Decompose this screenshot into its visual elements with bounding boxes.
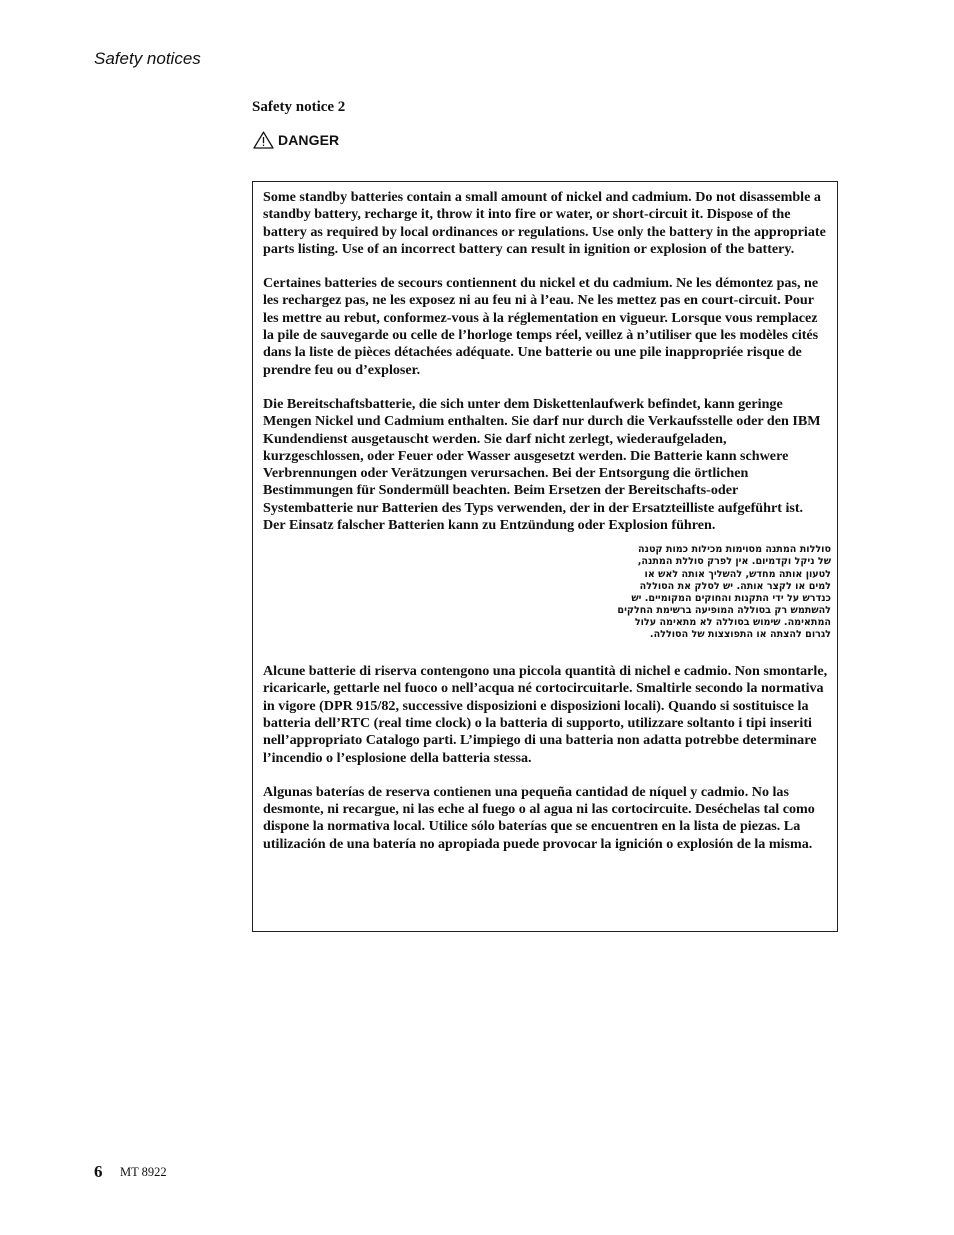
notice-text-german: Die Bereitschaftsbatterie, die sich unter dem Diskettenlaufwerk befindet, kann geringe Mengen Nickel und Cadmium enthalten. Sie darf nur durch die Verkaufsstelle oder den IBM Kundendienst ausgetauscht werden. Sie darf nicht zerlegt, wiederaufgeladen, kurzgeschlossen, oder Feuer oder Wasser ausgesetzt werden. Die Batterie kann schwere Verbrennungen oder Verätzungen verursachen. Bei der Entsorgung die örtlichen Bestimmungen für Sondermüll beachten. Beim Ersetzen der Bereitschafts-oder Systembatterie nur Batterien des Typs verwenden, der in der Ersatzteilliste aufgeführt ist. Der Einsatz falscher Batterien kann zu Entzündung oder Explosion führen. — [263, 395, 821, 534]
danger-heading — [253, 131, 339, 149]
notice-text-italian: Alcune batterie di riserva contengono una piccola quantità di nichel e cadmio. Non smontarle, ricaricarle, gettarle nel fuoco o nell’acqua né cortocircuitarle. Smaltirle secondo la normativa in vigore (DPR 915/82, successive disposizioni e disposizioni locali). Quando si sostituisce la batteria dell’RTC (real time clock) o la batteria di supporto, utilizzare soltanto i tipi inseriti nell’appropriato Catalogo parti. L’impiego di una batteria non adatta potrebbe determinare l’incendio o l’esplosione della batteria stessa. — [263, 663, 828, 766]
notice-text-french: Certaines batteries de secours contiennent du nickel et du cadmium. Ne les démontez pas, ne les rechargez pas, ne les exposez ni au feu ni à l’eau. Ne les mettez pas en court-circuit. Pour les mettre au rebut, conformez-vous à la réglementation en vigueur. Lorsque vous remplacez la pile de sauvegarde ou celle de l’horloge temps réel, veillez à n’utiliser que les modèles cités dans la liste de pièces détachées adéquate. Une batterie ou une pile inappropriée risque de prendre feu ou d’exploser. — [263, 275, 819, 378]
machine-type: MT 8922 — [120, 1165, 167, 1179]
warning-triangle-icon — [253, 131, 274, 149]
hebrew-line: המתאימה. שימוש בסוללה לא מתאימה עלול — [634, 616, 831, 628]
hebrew-line: סוללות המתנה מסוימות מכילות כמות קטנה — [638, 544, 831, 556]
page-number: 6 — [94, 1162, 103, 1181]
notice-text-spanish: Algunas baterías de reserva contienen una pequeña cantidad de níquel y cadmio. No las desmonte, ni recargue, ni las eche al fuego o al agua ni las cortocircuite. Deséchelas tal como dispone la normativa local. Utilice sólo baterías que se encuentren en la lista de piezas. La utilización de una batería no apropiada puede provocar la ignición o explosión de la misma. — [263, 783, 815, 852]
hebrew-line: לטעון אותה מחדש, להשליך אותה לאש או — [644, 568, 831, 580]
danger-label: DANGER — [278, 132, 340, 148]
hebrew-line: כנדרש על ידי התקנות והחוקים המקומיים. יש — [631, 592, 831, 604]
notice-title: Safety notice 2 — [252, 99, 346, 115]
hebrew-line: למים או לקצר אותה. יש לסלק את הסוללה — [639, 580, 831, 592]
hebrew-line: של ניקל וקדמיום. אין לפרק סוללת המתנה, — [637, 556, 831, 568]
running-head: Safety notices — [94, 49, 201, 68]
notice-text-hebrew — [263, 544, 831, 641]
hebrew-line: לגרום להצתה או התפוצצות של הסוללה. — [649, 629, 831, 640]
hebrew-line: להשתמש רק בסוללה המופיעה ברשימת החלקים — [617, 604, 831, 616]
notice-text-english: Some standby batteries contain a small amount of nickel and cadmium. Do not disassemble a standby battery, recharge it, throw it into fire or water, or short-circuit it. Dispose of the battery as required by local ordinances or regulations. Use only the battery in the appropriate parts listing. Use of an incorrect battery can result in ignition or explosion of the battery. — [263, 189, 826, 257]
safety-notice-box — [252, 181, 838, 932]
